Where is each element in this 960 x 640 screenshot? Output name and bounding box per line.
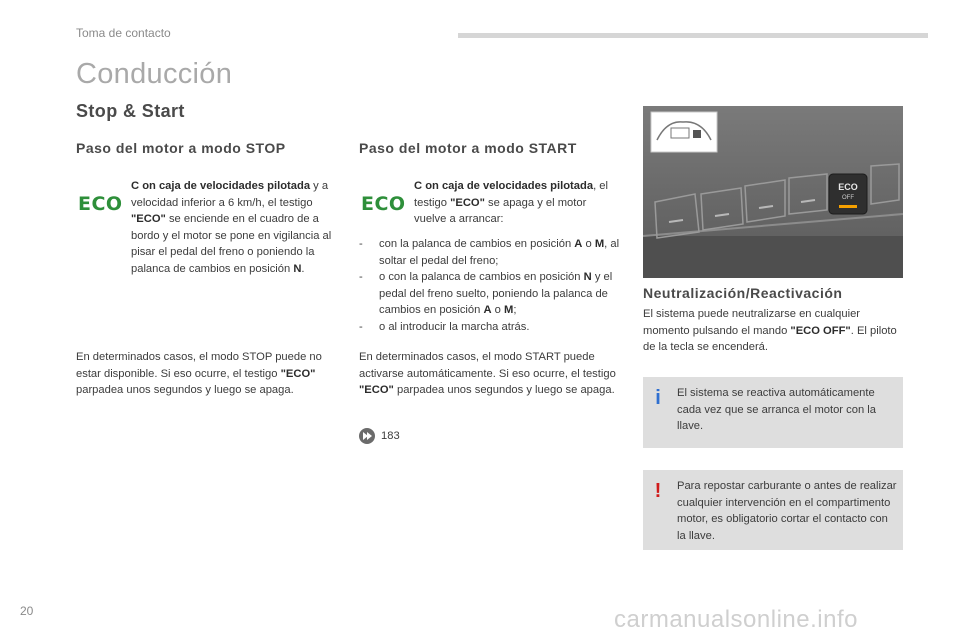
start-heading: Paso del motor a modo START	[359, 140, 577, 156]
start-lead-eco: "ECO"	[450, 196, 485, 209]
page-number: 20	[20, 604, 34, 618]
stop-lead-rest2: se enciende en el cuadro de a bordo y el motor se pone en vigilancia al pisar el pedal del freno o poniendo la palanca de cambios en posición	[131, 213, 332, 275]
warning-box	[643, 470, 903, 550]
info-box	[643, 377, 903, 448]
list-item: - o con la palanca de cambios en posición N y el pedal del freno suelto, poniendo la palanca de cambios en posición A o M;	[359, 269, 621, 319]
start-lead-bold: C on caja de velocidades pilotada	[414, 180, 594, 192]
list-item: - o al introducir la marcha atrás.	[359, 319, 621, 336]
warning-text: Para repostar carburante o antes de realizar cualquier intervención en el compartimento motor, es obligatorio cortar el contacto con la llave.	[677, 480, 897, 542]
dashboard-photo	[643, 106, 903, 278]
start-note	[359, 349, 624, 399]
stop-lead-rest: y a velocidad inferior a 6 km/h, el testigo	[131, 180, 329, 209]
header-rule	[458, 33, 928, 38]
dashboard-illustration	[643, 106, 903, 278]
page-reference[interactable]	[359, 428, 400, 444]
stop-heading: Paso del motor a modo STOP	[76, 140, 286, 156]
start-note-a: En determinados casos, el modo START puede activarse automáticamente. Si eso ocurre, el testigo	[359, 351, 616, 380]
page-title: Conducción	[76, 58, 233, 90]
neutralization-heading: Neutralización/Reactivación	[643, 285, 843, 301]
eco-indicator-icon: ECO	[361, 193, 406, 215]
start-conditions-list	[359, 236, 621, 335]
eco-off-label: ECO	[838, 182, 858, 192]
stop-note	[76, 349, 336, 399]
stop-note-eco: "ECO"	[280, 367, 316, 380]
warning-icon: !	[654, 480, 662, 502]
eco-off-sublabel: OFF	[842, 195, 854, 201]
neutralization-text-b: . El piloto de la tecla se encenderá.	[643, 324, 897, 353]
eco-indicator-icon: ECO	[78, 193, 123, 215]
start-lead-rest: , el testigo	[414, 180, 608, 209]
watermark: carmanualsonline.info	[614, 606, 858, 633]
start-lead-rest2: se apaga y el motor vuelve a arrancar:	[414, 196, 587, 225]
neutralization-text-bold: "ECO OFF"	[790, 324, 851, 337]
info-icon: i	[655, 387, 661, 409]
subtitle: Stop & Start	[76, 101, 185, 121]
stop-lead-text	[131, 178, 337, 277]
stop-lead-end: .	[301, 262, 305, 275]
section-header: Toma de contacto	[76, 26, 171, 40]
start-lead-text	[414, 178, 620, 228]
info-text: El sistema se reactiva automáticamente cada vez que se arranca el motor con la llave.	[677, 387, 876, 432]
stop-lead-bold: C on caja de velocidades pilotada	[131, 180, 311, 192]
stop-note-a: En determinados casos, el modo STOP puede no estar disponible. Si eso ocurre, el testigo	[76, 351, 322, 380]
neutralization-text	[643, 306, 905, 356]
stop-lead-n: N	[293, 262, 302, 275]
page-reference-number: 183	[381, 430, 400, 442]
stop-note-b: parpadea unos segundos y luego se apaga.	[76, 384, 294, 396]
start-note-eco: "ECO"	[359, 384, 394, 396]
page-reference-icon	[359, 428, 375, 444]
list-item: - con la palanca de cambios en posición A o M, al soltar el pedal del freno;	[359, 236, 621, 269]
neutralization-text-a: El sistema puede neutralizarse en cualquier momento pulsando el mando	[643, 308, 861, 337]
stop-lead-eco: "ECO"	[131, 213, 166, 225]
start-note-b: parpadea unos segundos y luego se apaga.	[393, 384, 615, 396]
